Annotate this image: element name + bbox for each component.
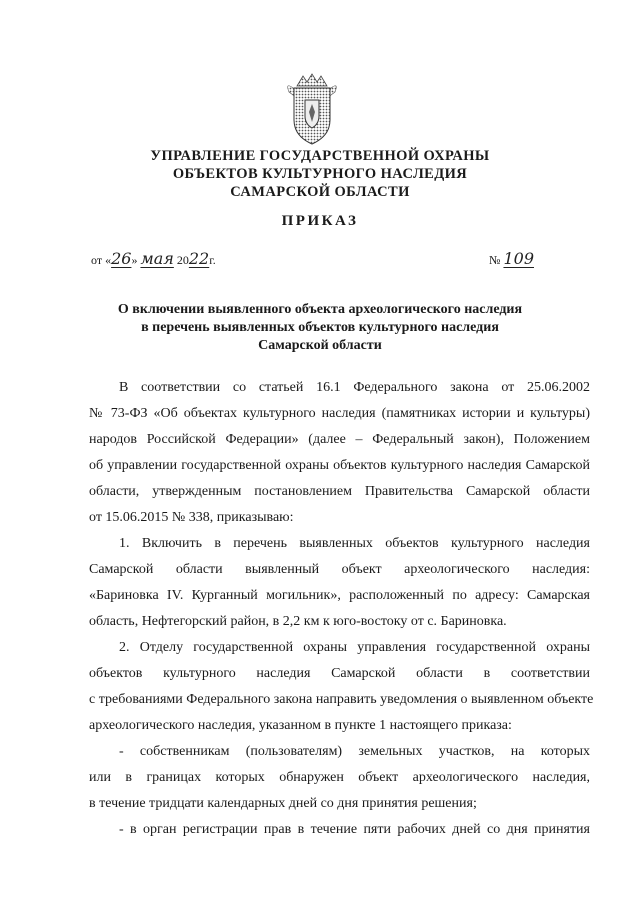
order-title-line1: О включении выявленного объекта археологического наследия (117, 302, 523, 317)
order-date (91, 249, 216, 268)
date-day: 26 (111, 249, 132, 268)
body-line: В соответствии со статьей 16.1 Федерального закона от 25.06.2002 (119, 380, 590, 395)
body-line: об управлении государственной охраны объектов культурного наследия Самарской (89, 458, 590, 473)
body-line: «Бариновка IV. Курганный могильник», расположенный по адресу: Самарская (89, 588, 590, 603)
agency-name-line3: САМАРСКОЙ ОБЛАСТИ (230, 184, 410, 200)
body-line: 1. Включить в перечень выявленных объектов культурного наследия (119, 536, 590, 551)
date-month: мая (140, 249, 174, 268)
order-title-line2: в перечень выявленных объектов культурного наследия (141, 320, 499, 335)
document-type: ПРИКАЗ (281, 213, 359, 229)
date-suffix: г. (209, 253, 216, 267)
number-prefix: № (489, 253, 501, 267)
order-title-line3: Самарской области (258, 338, 382, 353)
body-line: объектов культурного наследия Самарской области в соответствии (89, 666, 590, 681)
body-line: 2. Отделу государственной охраны управления государственной охраны (119, 640, 590, 655)
number-value: 109 (503, 249, 534, 268)
date-year: 22 (188, 249, 210, 268)
body-line: археологического наследия, указанном в пункте 1 настоящего приказа: (89, 718, 512, 733)
body-line: - собственникам (пользователям) земельных участков, на которых (119, 744, 590, 759)
body-line: или в границах которых обнаружен объект археологического наследия, (89, 770, 590, 785)
agency-name-line1: УПРАВЛЕНИЕ ГОСУДАРСТВЕННОЙ ОХРАНЫ (150, 148, 490, 164)
body-line: Самарской области выявленный объект археологического наследия: (89, 562, 590, 577)
coat-of-arms-emblem (283, 72, 341, 146)
agency-name-line2: ОБЪЕКТОВ КУЛЬТУРНОГО НАСЛЕДИЯ (172, 166, 468, 182)
order-number (489, 249, 534, 268)
body-line: область, Нефтегорский район, в 2,2 км к юго-востоку от с. Бариновка. (89, 614, 507, 629)
body-line: народов Российской Федерации» (далее – Федеральный закон), Положением (89, 432, 590, 447)
date-prefix: от « (91, 253, 112, 267)
body-line: от 15.06.2015 № 338, приказываю: (89, 510, 294, 525)
date-mid: » (131, 253, 138, 267)
date-year-prefix: 20 (176, 253, 189, 267)
body-line: с требованиями Федерального закона направить уведомления о выявленном объекте (89, 692, 594, 707)
body-line: № 73-ФЗ «Об объектах культурного наследия (памятниках истории и культуры) (89, 406, 590, 421)
body-line: - в орган регистрации прав в течение пяти рабочих дней со дня принятия (119, 822, 590, 837)
body-line: в течение тридцати календарных дней со дня принятия решения; (89, 796, 477, 811)
body-line: области, утвержденным постановлением Правительства Самарской области (89, 484, 590, 499)
